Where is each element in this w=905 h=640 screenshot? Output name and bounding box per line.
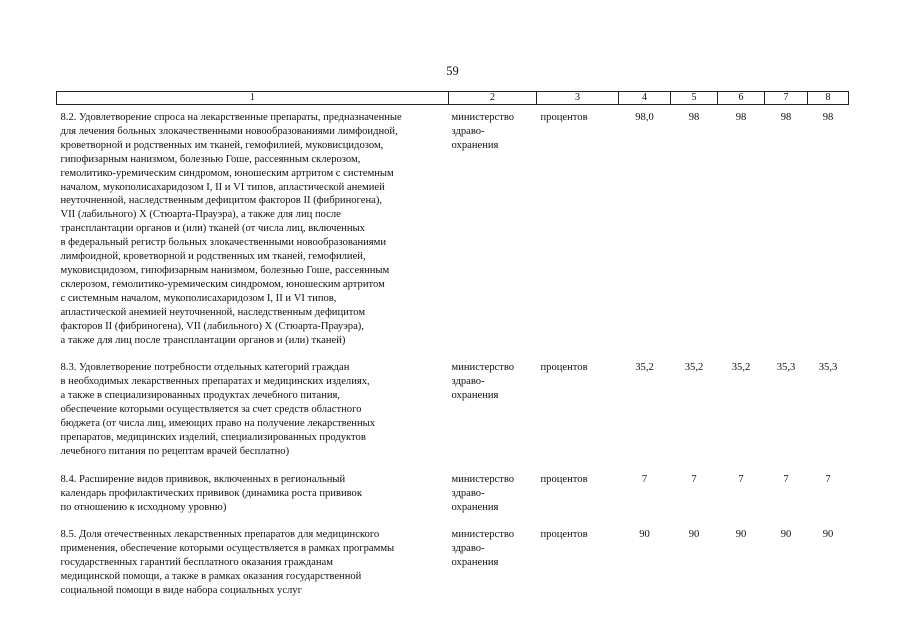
table-row (57, 522, 849, 606)
indicator-description: 8.3. Удовлетворение потребности отдельных категорий граждан в необходимых лекарственных препаратах и медицинских изделиях, а также в специализированных продуктах лечебного питания, обеспечение которыми осуществляется за счет средств областного бюджета (от числа лиц, имеющих право на получение лекарственных препаратов, медицинских изделий, специализированных продуктов лечебного питания по рецептам врачей бесплатно) (60, 362, 376, 457)
indicator-value: 90 (780, 529, 792, 541)
indicator-value: 7 (783, 473, 789, 485)
column-number-header: 2 (449, 92, 537, 105)
column-number-header: 6 (718, 92, 765, 105)
indicator-value: 90 (735, 529, 747, 541)
indicator-value: 7 (738, 473, 744, 485)
responsible-ministry: министерство здраво- охранения (451, 473, 515, 513)
indicator-value: 98 (735, 112, 747, 123)
indicator-value: 7 (641, 473, 648, 485)
indicator-value: 7 (825, 473, 831, 485)
indicator-value: 98,0 (635, 112, 654, 123)
indicator-value: 35,3 (818, 362, 838, 374)
table-row (57, 355, 849, 466)
indicator-value: 90 (639, 529, 650, 541)
responsible-ministry: министерство здраво- охранения (451, 112, 515, 151)
column-number-header-row (57, 92, 849, 105)
column-number-header: 5 (671, 92, 718, 105)
indicator-value: 98 (822, 112, 834, 123)
column-number-header: 4 (619, 92, 671, 105)
indicator-value: 98 (780, 112, 792, 123)
indicator-description: 8.2. Удовлетворение спроса на лекарственные препараты, предназначенные для лечения больных злокачественными новообразованиями лимфоидной, кроветворной и родственных им тканей, гемофилией, муковисцидозом, гипофизарным нанизмом, болезнью Гоше, рассеянным склерозом, гемолитико-уремическим синдромом, юношеским артритом с системным началом, мукополисахаридозом I, II и VI типов, апластической анемией неуточненной, наследственным дефицитом факторов II (фибриногена), VII (лабильного) X (Стюарта-Прауэра), а также для лиц после трансплантации органов и (или) тканей (от числа лиц, включенных в федеральный регистр больных злокачественными новообразованиями лимфоидной, кроветворной и родственных им тканей, гемофилией, муковисцидозом, гипофизарным нанизмом, болезнью Гоше, рассеянным склерозом, гемолитико-уремическим синдромом, юношеским артритом с системным началом, мукополисахаридозом I, II и VI типов, апластической анемией неуточненной, наследственным дефицитом факторов II (фибриногена), VII (лабильного) X (Стюарта-Прауэра), а также для лиц после трансплантации органов и (или) тканей) (60, 112, 402, 346)
indicator-value: 98 (688, 112, 700, 123)
column-number-header: 7 (765, 92, 808, 105)
indicator-description: 8.4. Расширение видов прививок, включенных в региональный календарь профилактических прививок (динамика роста прививок по отношению к исходному уровню) (60, 473, 363, 513)
indicator-value: 35,2 (731, 362, 751, 374)
indicator-value: 35,2 (684, 362, 704, 374)
indicators-table (56, 91, 849, 606)
unit-of-measure: процентов (540, 362, 588, 374)
table-row (57, 467, 849, 523)
unit-of-measure: процентов (540, 473, 588, 485)
column-number-header: 8 (808, 92, 849, 105)
unit-of-measure: процентов (540, 529, 588, 541)
page-number: 59 (446, 64, 459, 78)
indicator-description: 8.5. Доля отечественных лекарственных препаратов для медицинского применения, обеспечение которыми осуществляется в рамках программы государственных гарантий бесплатного оказания гражданам медицинской помощи, а также в рамках оказания государственной социальной помощи в виде набора социальных услуг (60, 529, 395, 597)
column-number-header: 3 (537, 92, 619, 105)
indicator-value: 35,3 (776, 362, 796, 374)
indicator-value: 90 (822, 529, 834, 541)
responsible-ministry: министерство здраво- охранения (451, 362, 515, 402)
unit-of-measure: процентов (540, 112, 588, 123)
indicator-value: 35,2 (635, 362, 654, 374)
responsible-ministry: министерство здраво- охранения (451, 529, 515, 569)
table-row (57, 105, 849, 356)
column-number-header: 1 (57, 92, 449, 105)
indicator-value: 90 (688, 529, 700, 541)
indicator-value: 7 (691, 473, 697, 485)
